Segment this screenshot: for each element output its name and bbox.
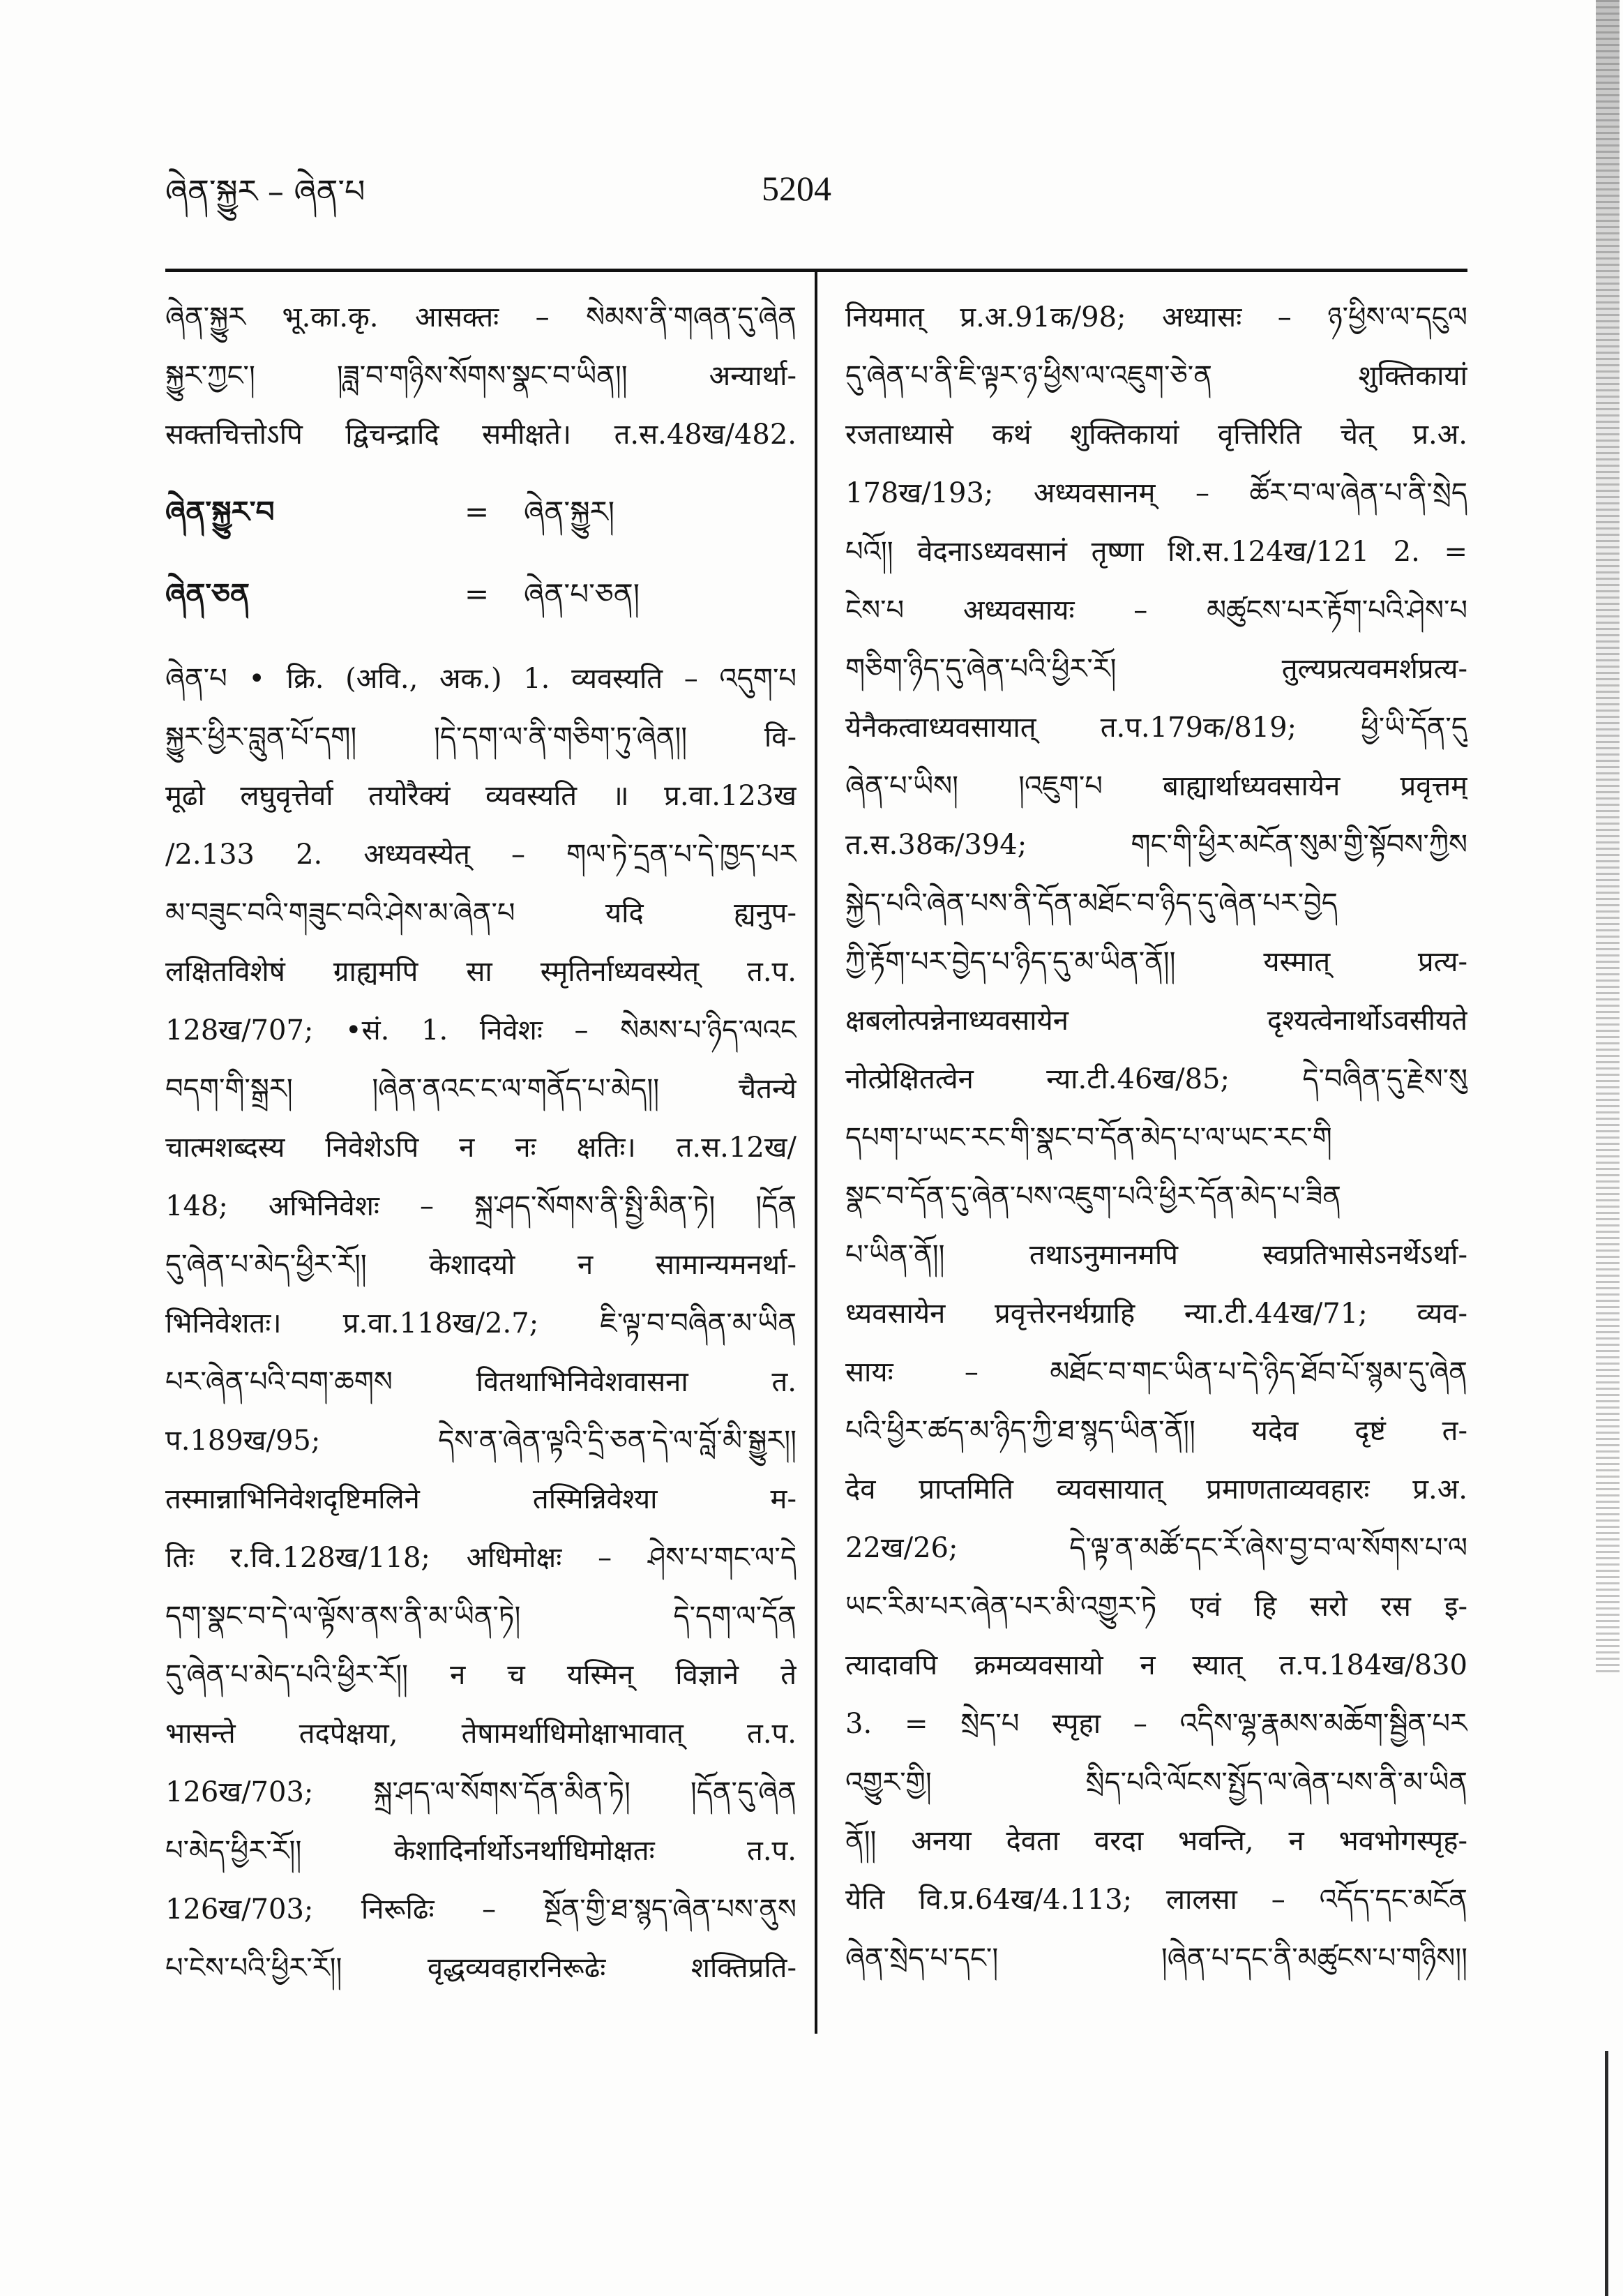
left-column xyxy=(165,288,797,1997)
entry-line: ཀྱི་རྟོག་པར་བྱེད་པ་ཉིད་དུ་མ་ཡིན་ནོ།། यस्मात् प्रत्य- xyxy=(845,946,1467,978)
entry-line: तस्मान्नाभिनिवेशदृष्टिमलिने तस्मिन्निवेश्या म- xyxy=(165,1483,797,1515)
entry-line: པའི་ཕྱིར་ཚད་མ་ཉིད་ཀྱི་ཐ་སྙད་ཡིན་ནོ།། यदेव दृष्टं त- xyxy=(845,1415,1467,1447)
entry-line: པ་ངེས་པའི་ཕྱིར་རོ།། वृद्धव्यवहारनिरूढेः शक्तिप्रति- xyxy=(165,1952,797,1984)
running-head: ཞེན་སྐྱུར – ཞེན་པ xyxy=(165,172,365,210)
entry-line: པ་ཡིན་ནོ།། तथाऽनुमानमपि स्वप्रतिभासेऽनर्थेऽर्था- xyxy=(845,1239,1467,1271)
entry-line: येनैकत्वाध्यवसायात् त.प.179क/819; ཕྱི་ཡི་དོན་དུ xyxy=(845,712,1467,744)
entry-line: ཡང་རིམ་པར་ཞེན་པར་མི་འགྱུར་ཏེ एवं हि सरो रस इ- xyxy=(845,1591,1467,1623)
entry-line: མ་བཟུང་བའི་གཟུང་བའི་ཤེས་མ་ཞེན་པ यदि ह्यनुप- xyxy=(165,897,797,929)
entry-line: སྣང་བ་དོན་དུ་ཞེན་པས་འཇུག་པའི་ཕྱིར་དོན་མེད་པ་ཟིན xyxy=(845,1180,1341,1213)
entry-line: रजताध्यासे कथं शुक्तिकायां वृत्तिरिति चेत् प्र.अ. xyxy=(845,419,1467,451)
entry-line: नियमात् प्र.अ.91क/98; अध्यासः – ཉ་ཕྱིས་ལ་དངུལ xyxy=(845,301,1467,333)
entry-line: ཞེན་པ་ཡིས། །འཇུག་པ बाह्यार्थाध्यवसायेन प्रवृत्तम् xyxy=(845,770,1467,802)
entry-line: 148; अभिनिवेशः – སྐྲ་ཤད་སོགས་ནི་སྤྱི་མིན་ཏེ། །དོན xyxy=(165,1190,797,1222)
entry-line: 3. = སྲེད་པ स्पृहा – འདིས་ལྷ་རྣམས་མཆོག་སྦྱིན་པར xyxy=(845,1708,1467,1740)
entry-line: चात्मशब्दस्य निवेशेऽपि न नः क्षतिः। त.स.12ख/ xyxy=(165,1132,797,1164)
cross-reference-row xyxy=(165,565,797,624)
entry-line: 126ख/703; निरूढिः – སྔོན་གྱི་ཐ་སྙད་ཞེན་པས་ནུས xyxy=(165,1893,797,1926)
entry-line: གཅིག་ཉིད་དུ་ཞེན་པའི་ཕྱིར་རོ། तुल्यप्रत्यवमर्शप्रत्य- xyxy=(845,653,1467,685)
entry-line: /2.133 2. अध्यवस्येत् – གལ་ཏེ་དྲན་པ་དེ་ཁྱད་པར xyxy=(165,839,797,871)
entry-line: སྐྱུར་ཀྱང་། །ཟླ་བ་གཉིས་སོགས་སྣང་བ་ཡིན།། अन्यार्था- xyxy=(165,360,797,392)
cross-reference-row xyxy=(165,483,797,541)
equals-sign: = xyxy=(465,577,490,611)
entry-line: དུ་ཞེན་པ་ནི་ཇི་ལྟར་ཉ་ཕྱིས་ལ་འཇུག་ཅེ་ན शुक्तिकायां xyxy=(845,360,1467,392)
entry-line: 128ख/707; •सं. 1. निवेशः – སེམས་པ་ཉིད་ལའང xyxy=(165,1014,797,1046)
cross-reference-headword: ཞེན་ཅན xyxy=(165,577,250,611)
page-number: 5204 xyxy=(762,169,831,208)
entry-line: ཞེན་སྐྱུར भू.का.कृ. आसक्तः – སེམས་ནི་གཞན་དུ་ཞེན xyxy=(165,301,797,333)
cross-reference-target: ཞེན་སྐྱུར། xyxy=(524,495,615,529)
entry-line: 22ख/26; དེ་ལྟ་ན་མཚོ་དང་རོ་ཞེས་བྱ་བ་ལ་སོགས་པ་ལ xyxy=(845,1532,1467,1564)
entry-line: ངེས་པ अध्यवसायः – མཚུངས་པར་རྟོག་པའི་ཤེས་པ xyxy=(845,594,1467,626)
entry-line: भिनिवेशतः। प्र.वा.118ख/2.7; ཇི་ལྟ་བ་བཞིན་མ་ཡིན xyxy=(165,1307,797,1340)
entry-line: नोत्प्रेक्षितत्वेन न्या.टी.46ख/85; དེ་བཞིན་དུ་རྗེས་སུ xyxy=(845,1063,1467,1095)
entry-line: ध्यवसायेन प्रवृत्तेरनर्थग्राहि न्या.टी.44ख/71; व्यव- xyxy=(845,1298,1467,1330)
entry-line: པར་ཞེན་པའི་བག་ཆགས वितथाभिनिवेशवासना त. xyxy=(165,1366,797,1398)
entry-line: ཞེན་སྲེད་པ་དང་། །ཞེན་པ་དང་ནི་མཚུངས་པ་གཉིས།། xyxy=(845,1942,1467,1974)
scan-edge-artifact xyxy=(1596,0,1620,1674)
entry-line: भासन्ते तदपेक्षया, तेषामर्थाधिमोक्षाभावात् त.प. xyxy=(165,1718,797,1750)
entry-line: क्षबलोत्पन्नेनाध्यवसायेन दृश्यत्वेनार्थोऽवसीयते xyxy=(845,1005,1467,1037)
entry-line: 126ख/703; སྐྲ་ཤད་ལ་སོགས་དོན་མིན་ཏེ། །དོན་དུ་ཞེན xyxy=(165,1776,797,1808)
entry-line: 178ख/193; अध्यवसानम् – ཚོར་བ་ལ་ཞེན་པ་ནི་སྲེད xyxy=(845,477,1467,509)
entry-line: ཞེན་པ • क्रि. (अवि., अक.) 1. व्यवस्यति – འདུག་པ xyxy=(165,663,797,695)
entry-line: བདག་གི་སྒྲར། །ཞེན་ནའང་ང་ལ་གནོད་པ་མེད།། चैतन्ये xyxy=(165,1073,797,1105)
column-divider xyxy=(815,271,817,2034)
entry-line: सायः – མཐོང་བ་གང་ཡིན་པ་དེ་ཉིད་ཐོབ་པོ་སྙམ་དུ་ཞེན xyxy=(845,1356,1467,1388)
cross-reference-target: ཞེན་པ་ཅན། xyxy=(524,577,640,611)
entry-line: त.स.38क/394; གང་གི་ཕྱིར་མངོན་སུམ་གྱི་སྟོབས་ཀྱིས xyxy=(845,829,1467,861)
entry-line: པ་མེད་ཕྱིར་རོ།། केशादिर्नार्थोऽनर्थाधिमोक्षतः त.प. xyxy=(165,1835,797,1867)
entry-line: དུ་ཞེན་པ་མེད་ཕྱིར་རོ།། केशादयो न सामान्यमनर्था- xyxy=(165,1249,797,1281)
entry-line: དཔག་པ་ཡང་རང་གི་སྣང་བ་དོན་མེད་པ་ལ་ཡང་རང་གི xyxy=(845,1122,1332,1154)
cross-reference-headword: ཞེན་སྐྱུར་བ xyxy=(165,495,275,529)
equals-sign: = xyxy=(465,495,490,529)
entry-line: लक्षितविशेषं ग्राह्यमपि सा स्मृतिर्नाध्यवस्येत् त.प. xyxy=(165,956,797,988)
entry-line: मूढो लघुवृत्तेर्वा तयोरैक्यं व्यवस्यति ॥ प्र.वा.123ख xyxy=(165,780,797,812)
scan-line-artifact xyxy=(1605,2051,1608,2296)
entry-line: देव प्राप्तमिति व्यवसायात् प्रमाणताव्यवहारः प्र.अ. xyxy=(845,1473,1467,1506)
right-column xyxy=(845,288,1467,1988)
entry-line: त्यादावपि क्रमव्यवसायो न स्यात् त.प.184ख/830 xyxy=(845,1649,1467,1681)
entry-line: ནོ།། अनया देवता वरदा भवन्ति, न भवभोगस्पृह- xyxy=(845,1825,1467,1857)
entry-line: སྐྱེད་པའི་ཞེན་པས་ནི་དོན་མཐོང་བ་ཉིད་དུ་ཞེན་པར་བྱེད xyxy=(845,887,1338,920)
entry-line: དག་སྣང་བ་དེ་ལ་ལྟོས་ནས་ནི་མ་ཡིན་ཏེ། དེ་དག་ལ་དོན xyxy=(165,1600,797,1633)
entry-line: དུ་ཞེན་པ་མེད་པའི་ཕྱིར་རོ།། न च यस्मिन् विज्ञाने ते xyxy=(165,1659,797,1691)
entry-line: सक्तचित्तोऽपि द्विचन्द्रादि समीक्षते। त.स.48ख/482. xyxy=(165,419,797,451)
entry-line: སྐྱུར་ཕྱིར་བླུན་པོ་དག། །དེ་དག་ལ་ནི་གཅིག་ཏུ་ཞེན།། वि- xyxy=(165,721,797,753)
entry-line: པའོ།། वेदनाऽध्यवसानं तृष्णा शि.स.124ख/121 2. = xyxy=(845,536,1467,568)
entry-line: འགྱུར་གྱི། སྲིད་པའི་ལོངས་སྤྱོད་ལ་ཞེན་པས་ནི་མ་ཡིན xyxy=(845,1766,1467,1799)
entry-line: तिः र.वि.128ख/118; अधिमोक्षः – ཤེས་པ་གང་ལ་དེ xyxy=(165,1542,797,1574)
entry-line: येति वि.प्र.64ख/4.113; लालसा – འདོད་དང་མངོན xyxy=(845,1884,1467,1916)
entry-line: प.189ख/95; དེས་ན་ཞེན་ལྟའི་དྲི་ཅན་དེ་ལ་བློ་མི་སྒྱུར།། xyxy=(165,1425,797,1457)
